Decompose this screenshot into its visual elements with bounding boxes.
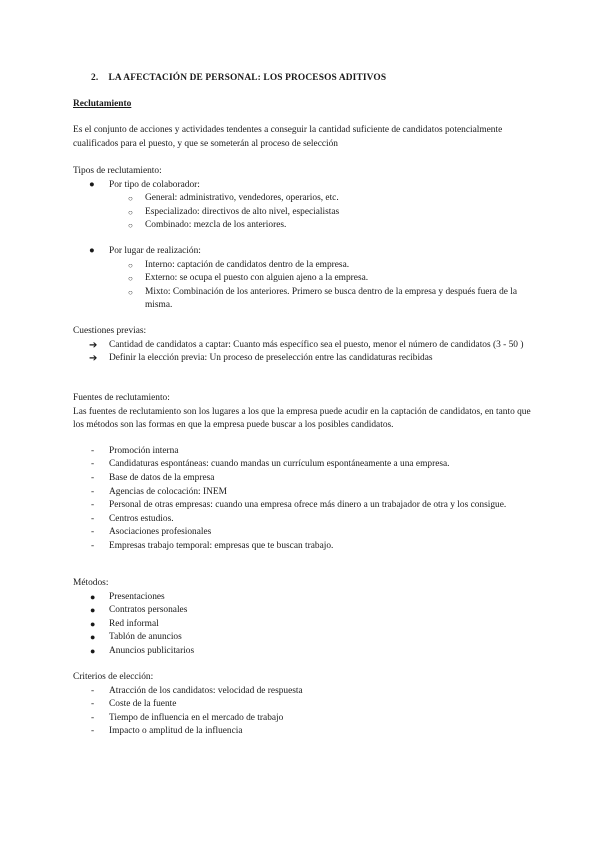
metodos-label: Métodos: — [73, 578, 109, 588]
section-heading — [91, 72, 386, 86]
list-item — [73, 685, 543, 699]
dash-icon: - — [91, 540, 95, 551]
list-item — [73, 206, 543, 220]
bullet-icon: ● — [89, 245, 95, 256]
list-item — [73, 339, 543, 353]
list-item-text: Coste de la fuente — [109, 699, 177, 710]
bullet-icon: ● — [89, 179, 95, 190]
dash-icon: - — [91, 472, 95, 483]
cuestiones-list — [73, 339, 543, 366]
hollow-bullet-icon: ○ — [128, 274, 133, 284]
list-item — [73, 604, 543, 618]
right-arrow-icon: ➔ — [89, 353, 98, 365]
list-item-text: General: administrativo, vendedores, operarios, etc. — [145, 193, 339, 204]
dash-icon: - — [91, 513, 95, 524]
bullet-icon: ● — [90, 605, 96, 616]
metodos-list — [73, 591, 543, 659]
group-title: Por tipo de colaborador: — [109, 179, 200, 190]
fuentes-label: Fuentes de reclutamiento: — [73, 393, 170, 403]
spacer — [73, 433, 543, 445]
list-item-text: Presentaciones — [109, 591, 165, 602]
hollow-bullet-icon: ○ — [128, 287, 133, 297]
list-item-text: Contratos personales — [109, 605, 188, 616]
list-item — [73, 591, 543, 605]
right-arrow-icon: ➔ — [89, 339, 98, 351]
list-item — [73, 259, 543, 273]
list-item — [73, 645, 543, 659]
criterios-list — [73, 685, 543, 739]
list-item — [73, 352, 543, 366]
list-item-text: Impacto o amplitud de la influencia — [109, 726, 243, 737]
list-item — [73, 631, 543, 645]
list-item-text: Asociaciones profesionales — [109, 527, 212, 538]
list-item — [73, 245, 543, 259]
tipos-block — [73, 165, 543, 313]
list-item-text: Externo: se ocupa el puesto con alguien ajeno a la empresa. — [145, 273, 369, 284]
list-item-text: Centros estudios. — [109, 513, 174, 524]
list-item-text: Atracción de los candidatos: velocidad de respuesta — [109, 685, 303, 696]
list-item-text: Definir la elección previa: Un proceso de preselección entre las candidaturas recibidas — [109, 353, 433, 364]
cuestiones-block — [73, 325, 543, 366]
list-item-text: Combinado: mezcla de los anteriores. — [145, 220, 287, 231]
hollow-bullet-icon: ○ — [128, 194, 133, 204]
metodos-block — [73, 577, 543, 659]
list-item-text: Base de datos de la empresa — [109, 472, 215, 483]
spacer — [73, 233, 543, 245]
bullet-icon: ● — [90, 591, 96, 602]
list-item-text: Interno: captación de candidatos dentro de la empresa. — [145, 259, 350, 270]
list-item-text: Cantidad de candidatos a captar: Cuanto más específico sea el puesto, menor el número de candidatos (3 - 50 ) — [109, 339, 524, 350]
list-item — [73, 472, 543, 486]
list-item — [73, 445, 543, 459]
intro-paragraph: Es el conjunto de acciones y actividades tendentes a conseguir la cantidad suficiente de candidatos potencialmente cualificados para el puesto, y que se someterán al proceso de selección — [73, 125, 503, 149]
dash-icon: - — [91, 712, 95, 723]
list-item-text: Mixto: Combinación de los anteriores. Primero se busca dentro de la empresa y después fuera de la misma. — [145, 286, 518, 311]
list-item-text: Empresas trabajo temporal: empresas que te buscan trabajo. — [109, 540, 334, 551]
bullet-icon: ● — [90, 645, 96, 656]
heading-title: LA AFECTACIÓN DE PERSONAL: LOS PROCESOS ADITIVOS — [108, 73, 387, 83]
dash-icon: - — [91, 445, 95, 456]
cuestiones-label: Cuestiones previas: — [73, 326, 147, 336]
fuentes-description: Las fuentes de reclutamiento son los lugares a los que la empresa puede acudir en la captación de candidatos, en tanto que los métodos son las formas en que la empresa puede buscar a los posibles candidatos. — [73, 406, 531, 431]
list-item — [73, 486, 543, 500]
bullet-icon: ● — [90, 618, 96, 629]
list-item — [73, 618, 543, 632]
tipos-group-list — [73, 179, 543, 313]
list-item — [73, 712, 543, 726]
dash-icon: - — [91, 527, 95, 538]
list-item — [73, 458, 543, 472]
dash-icon: - — [91, 685, 95, 696]
list-item-text: Especializado: directivos de alto nivel, especialistas — [145, 206, 340, 217]
list-item — [73, 526, 543, 540]
list-item-text: Anuncios publicitarios — [109, 645, 195, 656]
list-item — [73, 540, 543, 554]
heading-number: 2. — [91, 73, 99, 83]
list-item-text: Personal de otras empresas: cuando una empresa ofrece más dinero a un trabajador de otra y los consigue. — [109, 500, 507, 511]
fuentes-block — [73, 392, 543, 554]
list-item — [73, 513, 543, 527]
list-item — [73, 725, 543, 739]
list-item — [73, 192, 543, 206]
dash-icon: - — [91, 486, 95, 497]
criterios-label: Criterios de elección: — [73, 672, 154, 682]
fuentes-list — [73, 445, 543, 554]
hollow-bullet-icon: ○ — [128, 207, 133, 217]
dash-icon: - — [91, 500, 95, 511]
list-item — [73, 698, 543, 712]
list-item — [73, 179, 543, 193]
list-item-text: Tablón de anuncios — [109, 632, 182, 643]
tipos-label: Tipos de reclutamiento: — [73, 166, 162, 176]
list-item-text: Agencias de colocación: INEM — [109, 486, 227, 497]
group-title: Por lugar de realización: — [109, 245, 201, 256]
list-item — [73, 286, 543, 313]
list-item — [73, 272, 543, 286]
dash-icon: - — [91, 459, 95, 470]
bullet-icon: ● — [90, 632, 96, 643]
list-item — [73, 499, 543, 513]
list-item-text: Candidaturas espontáneas: cuando mandas un currículum espontáneamente a una empresa. — [109, 459, 450, 470]
list-item-text: Red informal — [109, 618, 159, 629]
list-item-text: Promoción interna — [109, 445, 179, 456]
list-item-text: Tiempo de influencia en el mercado de trabajo — [109, 712, 284, 723]
criterios-block — [73, 671, 543, 739]
hollow-bullet-icon: ○ — [128, 260, 133, 270]
hollow-bullet-icon: ○ — [128, 221, 133, 231]
subsection-title: Reclutamiento — [73, 99, 132, 109]
dash-icon: - — [91, 726, 95, 737]
list-item — [73, 219, 543, 233]
dash-icon: - — [91, 699, 95, 710]
